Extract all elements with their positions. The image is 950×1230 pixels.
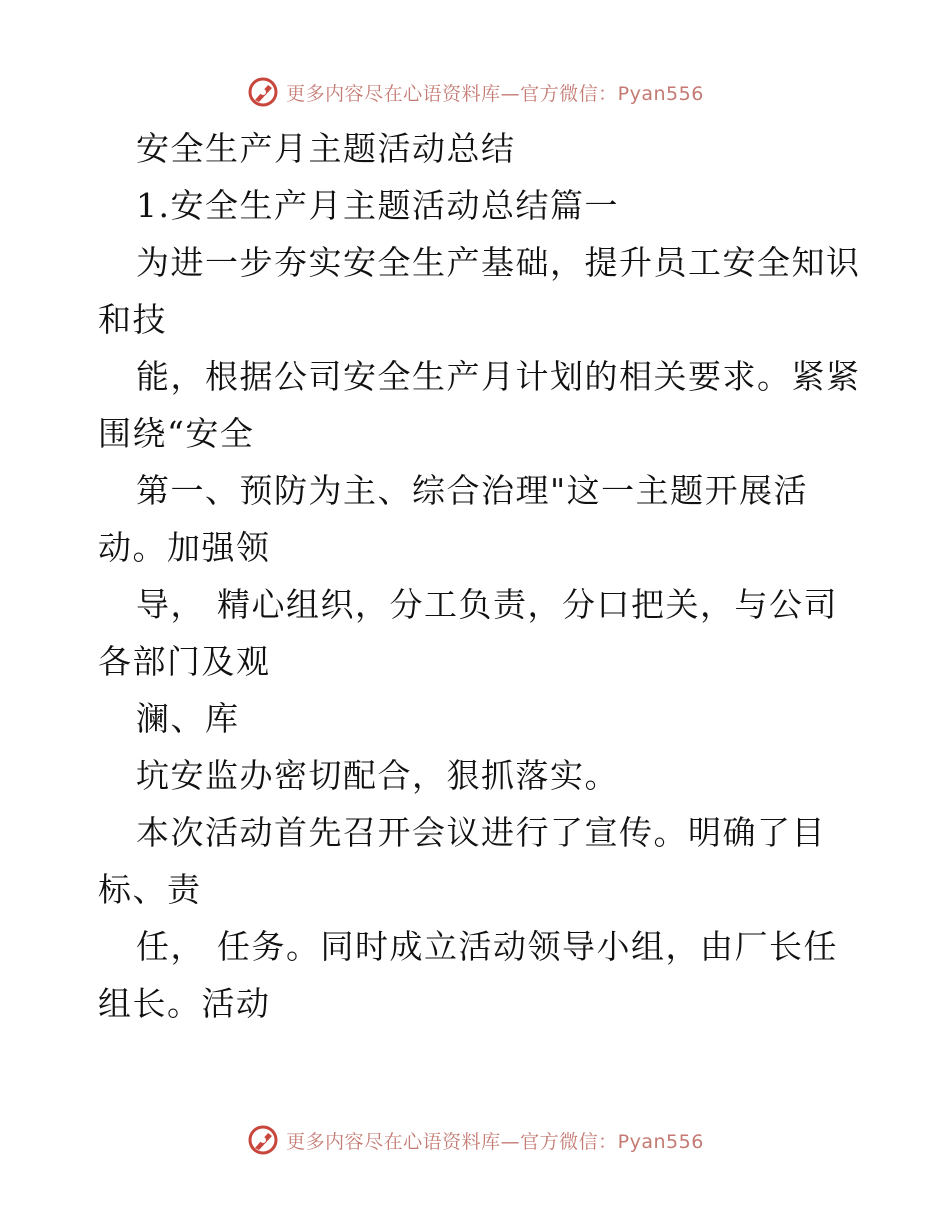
text-line: 和技 [98,300,167,339]
text-line: 各部门及观 [98,642,271,681]
document-body [98,120,861,1032]
text-line: 动。加强领 [98,528,271,567]
text-line: 任， 任务。同时成立活动领导小组，由厂长任 [136,927,838,966]
text-line: 为进一步夯实安全生产基础，提升员工安全知识 [136,243,861,282]
text-line: 澜、库 [136,699,240,738]
header-watermark-text: 更多内容尽在心语资料库—官方微信：Pyan556 [286,82,704,105]
pen-logo-icon [246,1123,280,1157]
text-line: 能，根据公司安全生产月计划的相关要求。紧紧 [136,357,861,396]
footer-watermark-text: 更多内容尽在心语资料库—官方微信：Pyan556 [286,1130,704,1153]
text-line: 第一、预防为主、综合治理"这一主题开展活 [136,471,809,510]
text-line: 围绕“安全 [98,414,255,453]
text-line: 标、责 [98,870,202,909]
header-watermark [0,72,950,112]
text-line: 导， 精心组织，分工负责，分口把关，与公司 [136,585,838,624]
text-line: 组长。活动 [98,984,271,1023]
footer-watermark [0,1120,950,1160]
text-line: 本次活动首先召开会议进行了宣传。明确了目 [136,813,826,852]
text-line: 坑安监办密切配合，狠抓落实。 [136,756,619,795]
section-heading: 1.安全生产月主题活动总结篇一 [136,186,619,225]
pen-logo-icon [246,75,280,109]
document-title: 安全生产月主题活动总结 [136,129,516,168]
